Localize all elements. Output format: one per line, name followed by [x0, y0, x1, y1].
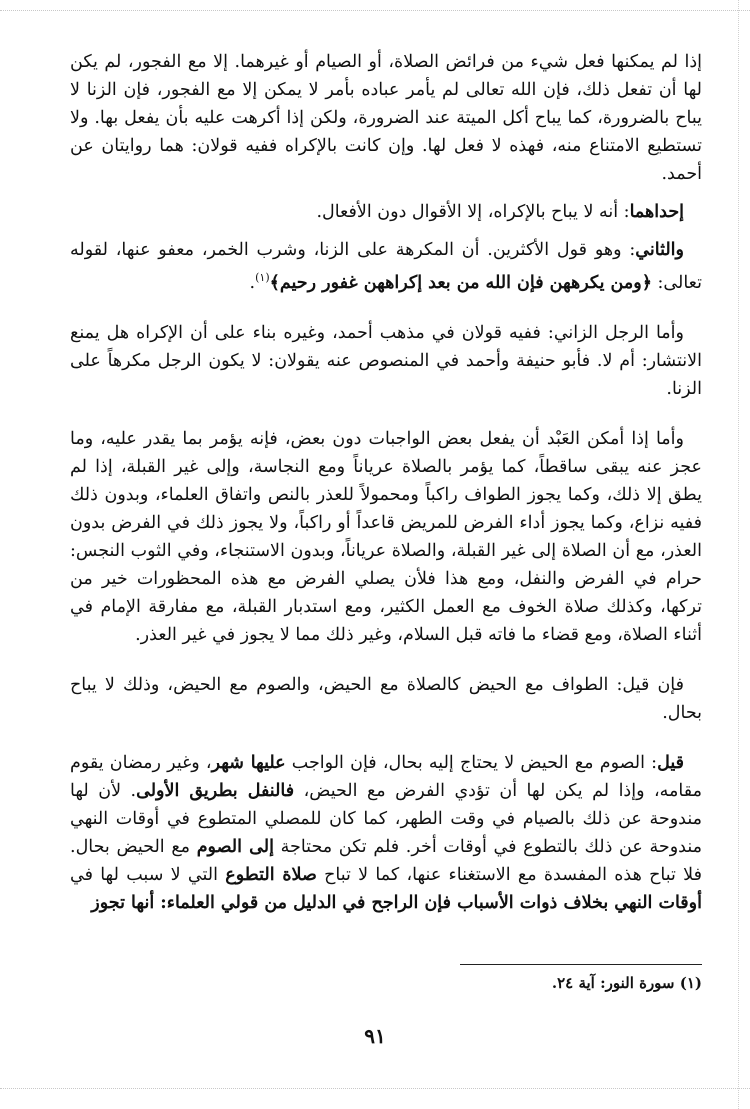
text-run: : وهو قول الأكثرين. أن المكرهة على الزنا، وشرب الخمر، معفو عنها، لقوله تعالى: — [70, 240, 702, 293]
text-run: . لأن لها مندوحة عن ذلك بالصيام في وقت الطهر، كما كان للمصلي المتطوع في أوقات النهي مندوحة عن ذلك بالتطوع في أوقات أخر. فلم تكن محتاجة — [70, 780, 702, 857]
bold-term: قيل — [657, 752, 684, 773]
paragraph — [70, 319, 702, 403]
footnote-ref: (١) — [255, 271, 270, 284]
page-number: ٩١ — [364, 1024, 386, 1048]
text-run: : الصوم مع الحيض لا يحتاج إليه بحال، فإن الواجب — [285, 752, 658, 773]
paragraph — [70, 425, 702, 649]
scan-edge-bottom — [0, 1088, 750, 1089]
paragraph — [70, 671, 702, 727]
paragraph — [70, 48, 702, 188]
bold-term: فالنفل بطريق الأولى — [136, 780, 295, 801]
scan-edge-top — [0, 10, 750, 11]
text-run: إذا لم يمكنها فعل شيء من فرائض الصلاة، أو الصيام أو غيرهما. إلا مع الفجور، لم يكن لها أن تفعل ذلك، فإن الله تعالى لم يأمر عباده بأمر لا يمكن إلا مع الفجور، فإن الزنا لا يباح بالضرورة، كما يباح أكل الميتة عند الضرورة، ولكن إذا أكرهت عليه بأن يفعل بها. ولا تستطيع الامتناع منه، فهذه لا فعل لها. وإن كانت بالإكراه ففيه قولان: هما روايتان عن أحمد. — [70, 52, 702, 184]
paragraph — [70, 198, 702, 226]
text-run: ، وغير رمضان يقوم مقامه، وإذا لم يكن لها أن تؤدي الفرض مع الحيض، — [70, 752, 702, 801]
bold-term: إحداهما — [629, 202, 684, 222]
footnote-separator — [460, 964, 702, 965]
bold-term: أوقات النهي بخلاف ذوات الأسباب فإن الراجح في الدليل من قولي العلماء: أنها تجوز — [91, 892, 702, 913]
text-run: وأما الرجل الزاني: ففيه قولان في مذهب أحمد، وغيره بناء على أن الإكراه هل يمنع الانتشار: أم لا. فأبو حنيفة وأحمد في المنصوص عنه يقولان: لا يكون الرجل مكرهاً على الزنا. — [70, 322, 702, 399]
bold-term: ﴿ومن يكرههن فإن الله من بعد إكراههن غفور رحيم﴾ — [269, 272, 652, 293]
text-run: مع الحيض بحال. فلا تباح هذه المفسدة مع الاستغناء عنها، كما لا تباح — [70, 836, 702, 885]
body-text — [70, 48, 702, 927]
scan-edge-right — [738, 0, 739, 1109]
paragraph — [70, 236, 702, 297]
text-run: . — [249, 272, 256, 293]
text-run: وأما إذا أمكن العَبْد أن يفعل بعض الواجبات دون بعض، فإنه يؤمر بما يقدر عليه، وما عجز عنه يبقى ساقطاً، كما يؤمر بالصلاة عرياناً ومع النجاسة، وإلى غير القبلة، إذا لم يطق إلا ذلك، وكما يجوز الطواف راكباً ومحمولاً للعذر بالنص واتفاق العلماء، وبدون ذلك ففيه نزاع، وكما يجوز أداء الفرض للمريض قاعداً أو راكباً، ولا يجوز ذلك في الفرض بدون العذر، مع أن الصلاة إلى غير القبلة، والصلاة عرياناً، وبدون الاستنجاء، وفي الثوب النجس: حرام في الفرض والنفل، ومع هذا فلأن يصلي الفرض مع هذه المحظورات خير من تركها، وكذلك صلاة الخوف مع العمل الكثير، ومع استدبار القبلة، مع مفارقة الإمام في أثناء الصلاة، ومع قضاء ما فاته قبل السلام، وغير ذلك مما لا يجوز في غير العذر. — [70, 428, 702, 645]
bold-term: عليها شهر — [211, 752, 286, 773]
text-run: التي لا سبب لها في — [70, 864, 226, 885]
paragraph — [70, 749, 702, 917]
text-run: فإن قيل: الطواف مع الحيض كالصلاة مع الحيض، والصوم مع الحيض، وذلك لا يباح بحال. — [70, 674, 702, 723]
text-run: : أنه لا يباح بالإكراه، إلا الأقوال دون الأفعال. — [316, 202, 630, 222]
bold-term: صلاة التطوع — [225, 864, 317, 885]
footnote: (١) سورة النور: آية ٢٤. — [551, 974, 702, 992]
bold-term: والثاني — [635, 240, 684, 260]
bold-term: إلى الصوم — [196, 836, 274, 857]
